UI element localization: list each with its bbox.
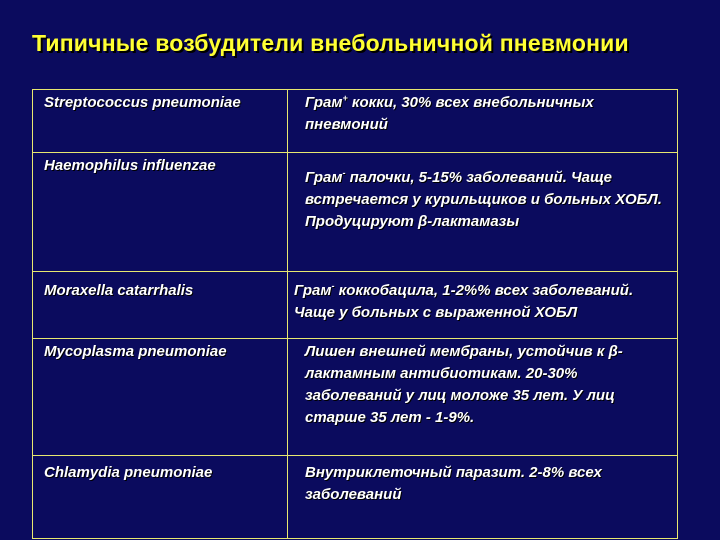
table-row: [33, 90, 678, 153]
description-text: Грам: [305, 94, 343, 111]
description-cell: [288, 456, 678, 539]
table-row: [33, 272, 678, 339]
table-row: [33, 153, 678, 272]
page-title: Типичные возбудители внебольничной пневмонии: [32, 30, 629, 56]
gram-sign: +: [342, 93, 348, 103]
description-cell: [288, 272, 678, 339]
pathogen-cell: Streptococcus pneumoniae: [33, 90, 288, 153]
description-text: Лишен внешней мембраны, устойчив к β-лактамным антибиотикам. 20-30% заболеваний у лиц моложе 35 лет. У лиц старше 35 лет - 1-9%.: [305, 343, 623, 426]
table-row: [33, 456, 678, 539]
description-text: Внутриклеточный паразит. 2-8% всех заболеваний: [305, 464, 602, 503]
description-cell: [288, 90, 678, 153]
description-cell: [288, 153, 678, 272]
gram-sign: -: [342, 168, 346, 178]
gram-sign: -: [331, 281, 335, 291]
pathogens-table: [32, 89, 678, 539]
table-row: [33, 339, 678, 456]
description-text: Грам: [305, 169, 343, 186]
description-text: коккобацила, 1-2%% всех заболеваний. Чаще у больных с выраженной ХОБЛ: [294, 282, 634, 321]
pathogen-cell: Haemophilus influenzae: [33, 153, 288, 272]
pathogen-cell: Moraxella catarrhalis: [33, 272, 288, 339]
description-text: палочки, 5-15% заболеваний. Чаще встречается у курильщиков и больных ХОБЛ. Продуцируют β-лактамазы: [305, 169, 662, 230]
description-text: Грам: [294, 282, 332, 299]
pathogen-cell: Mycoplasma pneumoniae: [33, 339, 288, 456]
description-text: кокки, 30% всех внебольничных пневмоний: [305, 94, 594, 133]
pathogen-cell: Chlamydia pneumoniae: [33, 456, 288, 539]
description-cell: [288, 339, 678, 456]
